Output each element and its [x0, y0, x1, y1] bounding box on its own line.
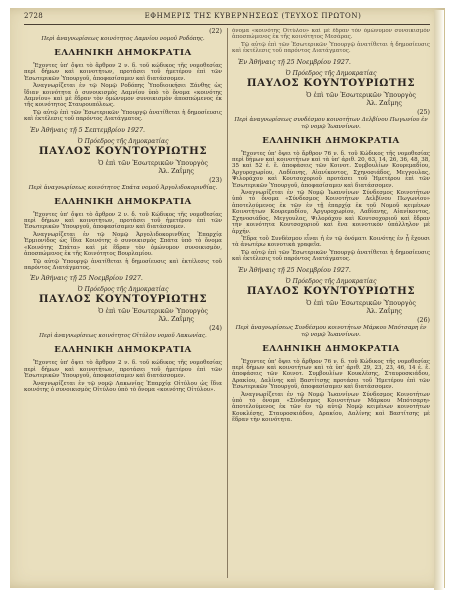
- decree-paragraph: Ἀναγνωρίζεται ἐν τῷ Νομῷ Ροδόπης Ὑποδιοικήσει Ξάνθης ὡς ἴδιαν κοινότητα ὁ συνοικισμὸς Δαμνίου ὑπὸ τὸ ὄνομα «κοινότης Δαμνίου» καὶ μὲ ἕδραν τὸν ὁμώνυμον συνοικισμὸν ἀποσπώμενος ἐκ τῆς κοινότητος Σταυρουπόλεως.: [24, 83, 222, 109]
- decree-subtitle: Περὶ ἀναγνωρίσεως συνδέσμου κοινοτήτων Δελβίνου Πωγωνίου ἐν τῷ νομῷ Ἰωαννίνων.: [234, 116, 428, 130]
- decree-26: [232, 317, 430, 424]
- decree-paragraph: Ἀναγνωρίζεται ἐν τῷ Νομῷ Ἀργολιδοκορινθίας Ἐπαρχίᾳ Ἑρμιονίδος ὡς ἴδια Κοινότης ὁ συνοικισμὸς Σπάτα ὑπὸ τὸ ὄνομα «Κοινότης Σπάτα» καὶ μὲ ἕδραν τὸν ὁμώνυμον συνοικισμὸν, ἀποσπώμενος ἐκ τῆς Κοινότητος Βουρλαμίου.: [24, 231, 222, 258]
- decree-25: [232, 109, 430, 315]
- decree-paragraph: Ἀναγνωρίζεται ἐν τῷ Νομῷ Ἰωαννίνων Σύνδεσμος Κοινοτήτων ὑπὸ τὸ ὄνομα «Σύνδεσμος Κοινοτήτων Δελβίνου Πωγωνίου» ἀποτελούμενος ἐκ τῶν ἐν τῇ ἐπαρχίᾳ ἐκ τοῦ Νομοῦ κειμένων Κοινοτήτων Κουρεμαδίου, Ἀργυροχωρίου, Λαδίανης, Αἰανίκοντος, Σχηνοσιάδος, Μεγγουλας, Ψιλοράχου καὶ Κουτσοχοριοῦ καὶ ἕδραν τὴν κοινότητα Κουτσοχοριοῦ καὶ ἕνα κοινοτικὸν ὑπάλληλον μὲ ἀρχήν.: [232, 190, 430, 235]
- right-column: [232, 28, 430, 580]
- decree-heading: ΕΛΛΗΝΙΚΗ ΔΗΜΟΚΡΑΤΙΑ: [262, 343, 400, 354]
- decree-number: (23): [209, 176, 222, 184]
- minister-role: Ὁ ἐπὶ τῶν Ἐσωτερικῶν Ὑπουργὸς: [306, 90, 416, 99]
- decree-date: Ἐν Ἀθήναις τῇ 25 Νοεμβρίου 1927.: [30, 275, 143, 283]
- decree-paragraph: ὄνομα «κοινότης Οἰτύλου» καὶ μὲ ἕδραν τὸν ὁμώνυμον συνοικισμὸν ἀποσπώμενος ἐκ τῆς κοινότητος Μεσάρας.: [232, 28, 430, 41]
- gazette-page: [10, 8, 445, 588]
- left-column: [24, 28, 222, 580]
- minister-name: Ἀλ. Ζαΐμης: [158, 166, 194, 175]
- president-name: ΠΑΥΛΟΣ ΚΟΥΝΤΟΥΡΙΩΤΗΣ: [38, 144, 208, 157]
- president-title: Ὁ Πρόεδρος τῆς Δημοκρατίας: [285, 69, 377, 77]
- president-title: Ὁ Πρόεδρος τῆς Δημοκρατίας: [77, 137, 169, 145]
- decree-number: (22): [209, 28, 222, 35]
- decree-number: (24): [209, 325, 222, 333]
- decree-paragraph: Ἔχοντες ὑπ' ὄψει τὸ ἄρθρον 2 ν. δ. τοῦ κώδικος τῆς νομοθεσίας περὶ δήμων καὶ κοινοτήτων, προτάσει τοῦ ἡμετέρου ἐπὶ τῶν Ἐσωτερικῶν Ὑπουργοῦ, ἀποφασίσαμεν καὶ διατάσσομεν.: [24, 63, 222, 82]
- minister-name: Ἀλ. Ζαΐμης: [158, 315, 194, 324]
- decree-paragraph: Ἔχοντες ὑπ' ὄψει τὸ ἄρθρον 76 ν. δ. τοῦ Κώδικος τῆς νομοθεσίας περὶ δήμων καὶ κοινοτήτων καὶ τὰ ὑπ' ἀριθ. 29, 23, 23, 46, 14 ἐ. ἔ. ἀποφάσεις τῶν Κοινοτ. Συμβουλίων Κουκλέσης, Σταυροσκιάδου, Δρακίου, Δαλίνης καὶ Βαστίτσης προτάσει τοῦ Ἡμετέρου ἐπὶ τῶν Ἐσωτερικῶν Ὑπουργοῦ, ἀποφασίσαμεν καὶ διατάσσομεν.: [232, 358, 430, 391]
- decree-23: [24, 177, 222, 324]
- decree-paragraph: Ἔχοντες ὑπ' ὄψει τὸ ἄρθρον 76 ν. δ. τοῦ Κώδικος τῆς νομοθεσίας περὶ δήμων καὶ κοινοτήτων καὶ τὰ ὑπ' ἀριθ. 20, 63, 14, 26, 36, 48, 38, 35 καὶ 52 ἐ. ἔ. ἀποφάσεις τῶν Κοινοτ. Συμβουλίων Κουρεμαδίου, Ἀργυροχωρίου, Λαδίανης, Αἰανίκοντος, Σχηνοσιάδος, Μεγγουλας, Ψιλοράχου καὶ Κουτσοχοριοῦ προτάσει τοῦ Ἡμετέρου ἐπὶ τῶν Ἐσωτερικῶν Ὑπουργοῦ, ἀποφασίσαμεν καὶ διατάσσομεν.: [232, 150, 430, 189]
- decree-paragraph: Ἀναγνωρίζεται ἐν τῷ νομῷ Λακωνίας Ἐπαρχίᾳ Οἰτύλου ὡς ἴδια κοινότης ὁ συνοικισμὸς Οἰτύλου ὑπὸ τὸ ὄνομα «κοινότης Οἰτύλου».: [24, 380, 222, 393]
- gazette-title: ΕΦΗΜΕΡΙΣ ΤΗΣ ΚΥΒΕΡΝΗΣΕΩΣ (ΤΕΥΧΟΣ ΠΡΩΤΟΝ): [144, 12, 362, 20]
- president-title: Ὁ Πρόεδρος τῆς Δημοκρατίας: [285, 277, 377, 285]
- decree-22: [24, 28, 222, 175]
- decree-24-continued: [232, 28, 430, 107]
- decree-heading: ΕΛΛΗΝΙΚΗ ΔΗΜΟΚΡΑΤΙΑ: [262, 135, 400, 146]
- decree-paragraph: Τῷ αὐτῷ ἐπὶ τῶν Ἐσωτερικῶν Ὑπουργῷ ἀνατίθεται ἡ δημοσίευσις καὶ ἐκτέλεσις τοῦ παρόντος Διατάγματος.: [232, 249, 430, 263]
- minister-name: Ἀλ. Ζαΐμης: [366, 98, 402, 107]
- page-number: 2728: [24, 12, 44, 20]
- decree-heading: ΕΛΛΗΝΙΚΗ ΔΗΜΟΚΡΑΤΙΑ: [54, 345, 192, 356]
- decree-heading: ΕΛΛΗΝΙΚΗ ΔΗΜΟΚΡΑΤΙΑ: [54, 48, 192, 58]
- decree-24: [24, 325, 222, 393]
- decree-number: (26): [417, 316, 430, 324]
- decree-paragraph: Τῷ αὐτῷ ἐπὶ τῶν Ἐσωτερικῶν Ὑπουργῷ ἀνατίθεται ἡ δημοσίευσις καὶ ἐκτέλεσις τοῦ παρόντος Διατάγματος.: [24, 109, 222, 123]
- decree-heading: ΕΛΛΗΝΙΚΗ ΔΗΜΟΚΡΑΤΙΑ: [54, 196, 192, 207]
- decree-subtitle: Περὶ ἀναγνωρίσεως κοινότητος Δαμνίου νομοῦ Ροδόπης.: [41, 36, 205, 42]
- decree-paragraph: Ἕδρα τοῦ Συνδέσμου εἶναι ἡ ἐν τῷ ὀνόματι Κοινότης ἐν ᾗ ἔχουσι τὰ ἀνωτέρω κοινοτικὰ γραφεῖα.: [232, 235, 430, 249]
- decree-paragraph: Ἔχοντες ὑπ' ὄψει τὸ ἄρθρον 2 ν. δ. τοῦ Κώδικος τῆς νομοθεσίας περὶ δήμων καὶ κοινοτήτων, προτάσει τοῦ ἡμετέρου ἐπὶ τῶν Ἐσωτερικῶν Ὑπουργοῦ, ἀποφασίσαμεν καὶ διατάσσομεν.: [24, 211, 222, 231]
- decree-paragraph: Τῷ αὐτῷ ἐπὶ τῶν Ἐσωτερικῶν Ὑπουργῷ ἀνατίθεται ἡ δημοσίευσις καὶ ἐκτέλεσις τοῦ παρόντος Διατάγματος.: [232, 41, 430, 55]
- decree-subtitle: Περὶ ἀναγνωρίσεως Συνδέσμου κοινοτήτων Μάρκου Μπότσαρη ἐν τῷ νομῷ Ἰωαννίνων.: [235, 324, 427, 338]
- decree-subtitle: Περὶ ἀναγνωρίσεως κοινότητος Σπάτα νομοῦ Ἀργολιδοκορινθίας.: [28, 184, 218, 191]
- decree-paragraph: Ἔχοντες ὑπ' ὄψει τὸ ἄρθρον 2 ν. δ. τοῦ κώδικος τῆς νομοθεσίας περὶ δήμων καὶ κοινοτήτων, προτάσει τοῦ ἡμετέρου ἐπὶ τῶν Ἐσωτερικῶν Ὑπουργοῦ, ἀποφασίσαμεν καὶ διατάσσομεν.: [24, 360, 222, 380]
- running-header: [24, 12, 430, 25]
- president-name: ΠΑΥΛΟΣ ΚΟΥΝΤΟΥΡΙΩΤΗΣ: [246, 284, 416, 297]
- decree-paragraph: Τῷ αὐτῷ Ὑπουργῷ ἀνατίθεται ἡ δημοσίευσις καὶ ἐκτέλεσις τοῦ παρόντος Διατάγματος.: [24, 258, 222, 271]
- minister-name: Ἀλ. Ζαΐμης: [366, 306, 402, 315]
- minister-role: Ὁ ἐπὶ τῶν Ἐσωτερικῶν Ὑπουργὸς: [98, 158, 208, 167]
- decree-paragraph: Ἀναγνωρίζεται ἐν τῷ Νομῷ Ἰωαννίνων Σύνδεσμος Κοινοτήτων ὑπὸ τὸ ὄνομα «Σύνδεσμος Κοινοτήτων Μάρκου Μπότσαρη» ἀποτελούμενος ἐκ τῶν ἐν τῷ αὐτῷ Νομῷ κειμένων κοινοτήτων Κουκλέσης, Σταυροσκιάδου, Δρακίου, Δαλίνης καὶ Βαστίτσης μὲ ἕδραν τὴν κοινότητα.: [232, 391, 430, 424]
- decree-number: (25): [417, 108, 430, 116]
- president-name: ΠΑΥΛΟΣ ΚΟΥΝΤΟΥΡΙΩΤΗΣ: [38, 293, 208, 306]
- president-name: ΠΑΥΛΟΣ ΚΟΥΝΤΟΥΡΙΩΤΗΣ: [246, 76, 416, 89]
- minister-role: Ὁ ἐπὶ τῶν Ἐσωτερικῶν Ὑπουργὸς: [306, 298, 416, 307]
- column-divider: [227, 28, 228, 578]
- president-title: Ὁ Πρόεδρος τῆς Δημοκρατίας: [77, 286, 169, 294]
- page-edge: [434, 10, 444, 590]
- decree-date: Ἐν Ἀθήναις τῇ 5 Σεπτεμβρίου 1927.: [30, 126, 146, 134]
- minister-role: Ὁ ἐπὶ τῶν Ἐσωτερικῶν Ὑπουργὸς: [98, 307, 208, 316]
- decree-date: Ἐν Ἀθήναις τῇ 25 Νοεμβρίου 1927.: [238, 266, 351, 274]
- decree-date: Ἐν Ἀθήναις τῇ 25 Νοεμβρίου 1927.: [238, 58, 351, 66]
- decree-subtitle: Περὶ ἀναγνωρίσεως κοινότητος Οἰτύλου νομοῦ Λακωνίας.: [39, 333, 207, 340]
